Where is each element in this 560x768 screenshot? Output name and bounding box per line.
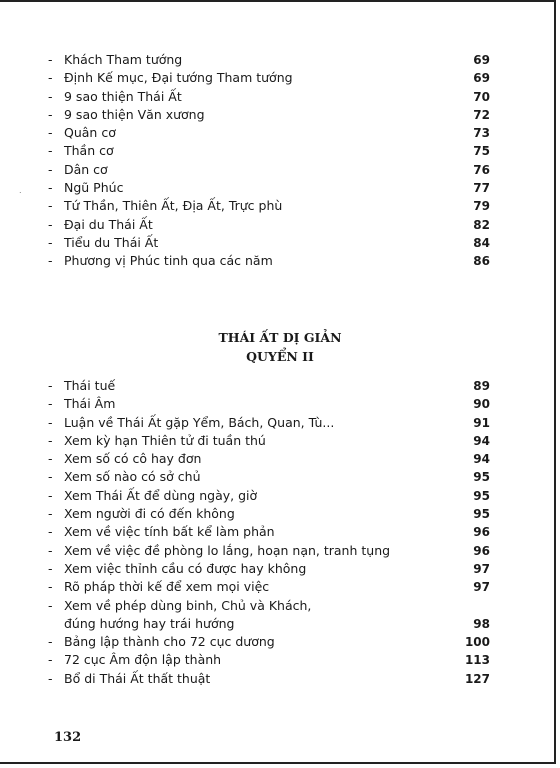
toc-entry-title-line: Tứ Thần, Thiên Ất, Địa Ất, Trực phù: [64, 198, 283, 214]
toc-page-number: 73: [473, 126, 490, 141]
toc-entry-title: [64, 395, 450, 413]
toc-bullet: -: [48, 597, 53, 613]
toc-entry: [48, 560, 490, 578]
toc-bullet: -: [48, 180, 53, 196]
toc-page-number: 100: [464, 635, 490, 650]
toc-page-number: 72: [473, 107, 490, 122]
page-number: 132: [54, 730, 82, 745]
toc-entry-title: [64, 468, 450, 486]
toc-page-number: 96: [473, 543, 490, 558]
toc-entry-title-line: Đại du Thái Ất: [64, 216, 153, 232]
toc-bullet: -: [48, 542, 53, 558]
toc-page-number: 94: [473, 452, 490, 467]
toc-bullet: -: [48, 216, 53, 232]
toc-bullet: -: [48, 670, 53, 686]
toc-bullet: -: [48, 524, 53, 540]
stray-mark: .: [19, 186, 22, 195]
toc-entry-title: [64, 142, 450, 160]
toc-entry: [48, 395, 490, 413]
toc-bullet: -: [48, 378, 53, 393]
toc-page-number: 127: [464, 671, 490, 686]
toc-entry-title-line: Khách Tham tướng: [64, 52, 183, 67]
toc-entry: [48, 432, 490, 450]
toc-page-number: 97: [473, 580, 490, 595]
toc-entry-title-line: Xem việc thỉnh cầu có được hay không: [64, 560, 307, 576]
toc-entry: [48, 670, 490, 688]
toc-page-number: 113: [464, 653, 490, 668]
toc-page-number: 82: [473, 217, 490, 232]
toc-entry-title-line: Dân cơ: [64, 161, 108, 177]
toc-entry-title: [64, 106, 450, 124]
toc-entry-title-line: Xem kỳ hạn Thiên tử đi tuần thú: [64, 432, 266, 448]
toc-entry-title-line: 9 sao thiện Thái Ất: [64, 88, 182, 104]
section-subtitle: QUYỂN II: [246, 349, 314, 364]
toc-entry-title: [64, 450, 450, 468]
toc-entry: [48, 142, 490, 160]
toc-bullet: -: [48, 234, 53, 250]
toc-list-part2: [48, 377, 490, 688]
toc-page-number: 97: [473, 561, 490, 576]
toc-entry-title: [64, 197, 450, 215]
toc-page-number: 69: [473, 71, 490, 86]
toc-entry: [48, 578, 490, 596]
toc-entry-title: [64, 505, 450, 523]
toc-entry-title: [64, 633, 450, 651]
section-title: THÁI ẤT DỊ GIẢN: [218, 330, 342, 345]
toc-entry: [48, 633, 490, 651]
toc-page-number: 89: [473, 379, 490, 393]
toc-entry: [48, 651, 490, 669]
toc-entry: [48, 450, 490, 468]
toc-entry-title-line: Rõ pháp thời kế để xem mọi việc: [64, 579, 270, 595]
toc-page-number: 75: [473, 144, 490, 159]
toc-entry-title-line: Ngũ Phúc: [64, 180, 124, 196]
toc-entry: [48, 523, 490, 541]
toc-bullet: -: [48, 652, 53, 668]
toc-entry-title: [64, 414, 450, 432]
toc-entry-title: [64, 179, 450, 197]
toc-page-number: 84: [473, 235, 490, 250]
toc-page-number: 95: [473, 507, 490, 522]
toc-page-number: 90: [473, 397, 490, 412]
toc-entry: [48, 542, 490, 560]
toc-entry-title: [64, 560, 450, 578]
toc-bullet: -: [48, 451, 53, 467]
toc-bullet: -: [48, 579, 53, 595]
toc-entry: [48, 106, 490, 124]
toc-page-number: 95: [473, 488, 490, 503]
toc-entry-title: [64, 252, 450, 270]
toc-entry-title: [64, 542, 450, 560]
toc-entry: [48, 124, 490, 142]
toc-entry-title-line: Quân cơ: [64, 125, 116, 141]
toc-entry-title-line: Xem số có cô hay đơn: [64, 451, 202, 467]
toc-entry-title-line: Luận về Thái Ất gặp Yểm, Bách, Quan, Tù...: [64, 414, 335, 430]
toc-entry-title-line: Thái Âm: [64, 396, 116, 412]
toc-entry: [48, 468, 490, 486]
toc-entry-title-line: Định Kế mục, Đại tướng Tham tướng: [64, 70, 293, 86]
toc-bullet: -: [48, 432, 53, 448]
toc-entry-title: [64, 651, 450, 669]
toc-bullet: -: [48, 198, 53, 214]
toc-entry: [48, 88, 490, 106]
toc-bullet: -: [48, 560, 53, 576]
toc-entry: [48, 216, 490, 234]
toc-entry-title: [64, 377, 450, 395]
toc-page-number: 94: [473, 433, 490, 448]
toc-entry: [48, 179, 490, 197]
toc-list-part1: [48, 51, 490, 271]
toc-page-number: 69: [473, 53, 490, 67]
toc-entry: [48, 414, 490, 432]
toc-bullet: -: [48, 143, 53, 159]
toc-entry-title-line: Xem về phép dùng binh, Chủ và Khách,: [64, 597, 312, 613]
toc-entry-title-line: Xem người đi có đến không: [64, 506, 235, 522]
toc-bullet: -: [48, 106, 53, 122]
toc-entry-title: [64, 234, 450, 252]
toc-entry-title-line: Xem Thái Ất để dùng ngày, giờ: [64, 487, 258, 503]
toc-entry-title-line: Thái tuế: [64, 378, 116, 393]
toc-entry-title-line: Bổ di Thái Ất thất thuật: [64, 670, 211, 686]
toc-entry-title: [64, 487, 450, 505]
toc-entry: [48, 234, 490, 252]
toc-entry-title: [64, 670, 450, 688]
toc-entry: [48, 487, 490, 505]
toc-entry-title-line: Xem về việc đề phòng lo lắng, hoạn nạn, tranh tụng: [64, 542, 391, 558]
toc-entry: [48, 597, 490, 634]
toc-bullet: -: [48, 70, 53, 86]
toc-bullet: -: [48, 396, 53, 412]
toc-bullet: -: [48, 52, 53, 67]
toc-bullet: -: [48, 161, 53, 177]
toc-entry-title-line: 9 sao thiện Văn xương: [64, 106, 205, 122]
toc-entry: [48, 161, 490, 179]
toc-bullet: -: [48, 634, 53, 650]
toc-entry-title: [64, 124, 450, 142]
toc-bullet: -: [48, 253, 53, 269]
toc-bullet: -: [48, 469, 53, 485]
toc-entry-title: [64, 69, 450, 87]
toc-page-number: 77: [473, 181, 490, 196]
toc-entry-title-line: Thần cơ: [64, 143, 114, 159]
toc-bullet: -: [48, 506, 53, 522]
toc-page-number: 95: [473, 470, 490, 485]
toc-entry-title: [64, 597, 450, 633]
toc-page-number: 98: [473, 617, 490, 632]
toc-entry-title-line: 72 cục Âm độn lập thành: [64, 652, 222, 668]
toc-page-number: 96: [473, 525, 490, 540]
toc-entry-title: [64, 51, 450, 69]
toc-entry: [48, 252, 490, 270]
toc-entry-title-line: Phương vị Phúc tinh qua các năm: [64, 253, 273, 269]
toc-entry: [48, 69, 490, 87]
toc-entry: [48, 377, 490, 395]
toc-entry-title: [64, 88, 450, 106]
toc-bullet: -: [48, 125, 53, 141]
toc-page-number: 76: [473, 162, 490, 177]
toc-entry-title: [64, 432, 450, 450]
toc-bullet: -: [48, 414, 53, 430]
toc-entry-title: [64, 523, 450, 541]
toc-entry-title: [64, 161, 450, 179]
toc-page-number: 79: [473, 199, 490, 214]
toc-page-number: 70: [473, 89, 490, 104]
toc-page-number: 86: [473, 254, 490, 269]
toc-entry-title: [64, 578, 450, 596]
toc-page-number: 91: [473, 415, 490, 430]
toc-entry: [48, 197, 490, 215]
toc-entry-title-line: Bảng lập thành cho 72 cục dương: [64, 634, 275, 650]
toc-bullet: -: [48, 487, 53, 503]
toc-entry-title-line: Tiểu du Thái Ất: [64, 234, 159, 250]
toc-bullet: -: [48, 88, 53, 104]
toc-entry: [48, 505, 490, 523]
toc-entry-title: [64, 216, 450, 234]
toc-entry-title-line: đúng hướng hay trái hướng: [64, 615, 235, 631]
toc-entry: [48, 51, 490, 69]
toc-entry-title-line: Xem về việc tính bất kể làm phản: [64, 524, 275, 540]
toc-entry-title-line: Xem số nào có sở chủ: [64, 469, 201, 485]
